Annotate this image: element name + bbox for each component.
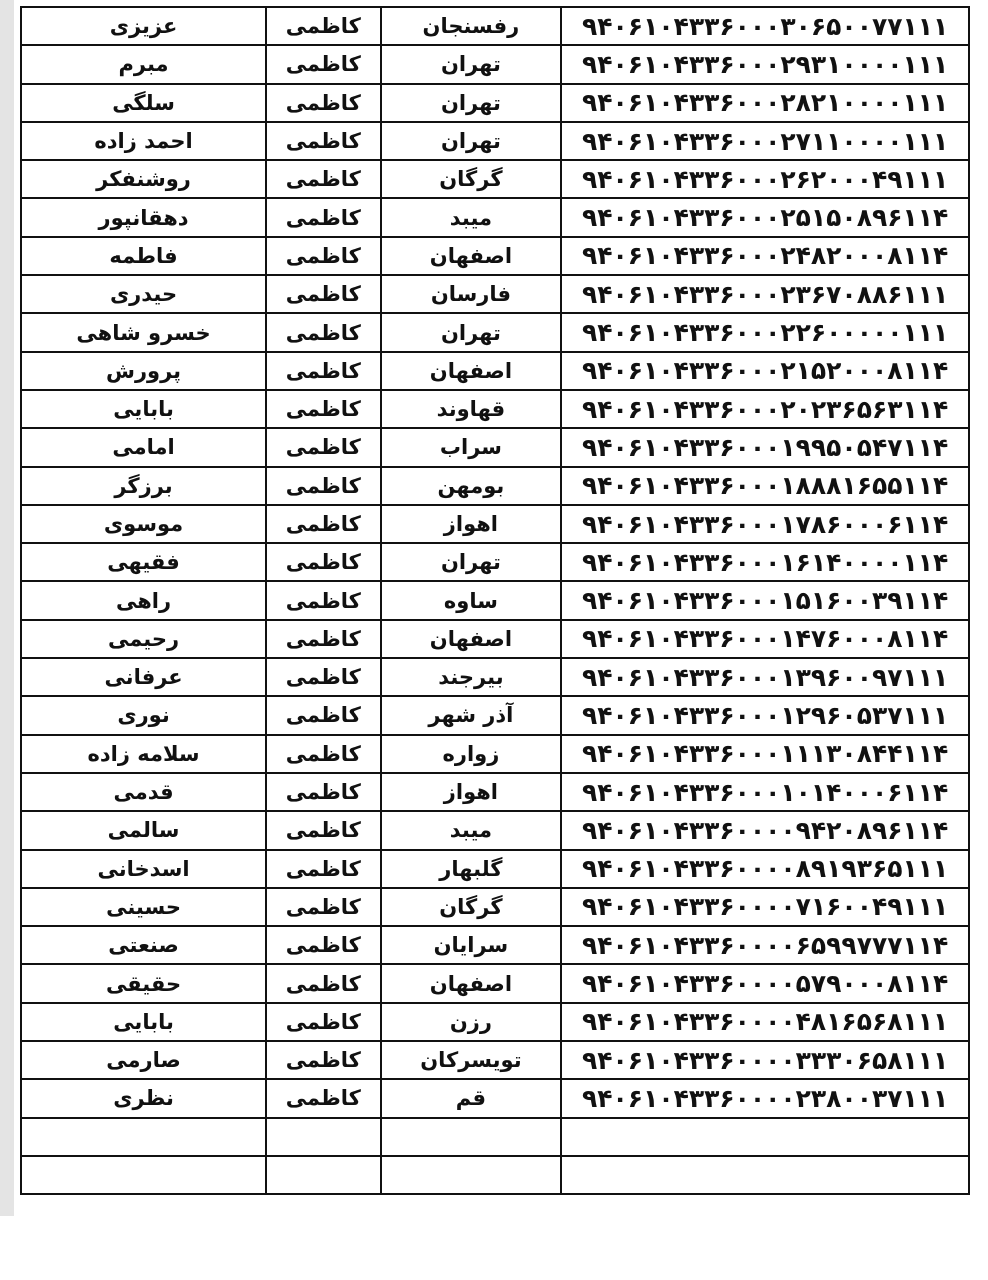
surname-cell: قدمی	[21, 773, 266, 811]
surname-cell: حسینی	[21, 888, 266, 926]
city-cell: گرگان	[381, 160, 562, 198]
table-row	[21, 45, 969, 83]
code-cell: ۹۴۰۶۱۰۴۳۳۶۰۰۰۱۵۱۶۰۰۳۹۱۱۴	[561, 581, 969, 619]
table-row	[21, 850, 969, 888]
city-cell: رزن	[381, 1003, 562, 1041]
name-cell: کاظمی	[266, 1003, 380, 1041]
name-cell: کاظمی	[266, 696, 380, 734]
surname-cell: عرفانی	[21, 658, 266, 696]
code-cell: ۹۴۰۶۱۰۴۳۳۶۰۰۰۱۳۹۶۰۰۹۷۱۱۱	[561, 658, 969, 696]
code-cell: ۹۴۰۶۱۰۴۳۳۶۰۰۰۲۲۶۰۰۰۰۰۱۱۱	[561, 313, 969, 351]
table-row	[21, 313, 969, 351]
name-cell: کاظمی	[266, 122, 380, 160]
empty-cell	[561, 1118, 969, 1156]
name-cell: کاظمی	[266, 467, 380, 505]
table-row	[21, 428, 969, 466]
surname-cell: صارمی	[21, 1041, 266, 1079]
city-cell: قم	[381, 1079, 562, 1117]
surname-cell: بابایی	[21, 390, 266, 428]
name-cell: کاظمی	[266, 390, 380, 428]
code-cell: ۹۴۰۶۱۰۴۳۳۶۰۰۰۱۶۱۴۰۰۰۰۱۱۴	[561, 543, 969, 581]
name-cell: کاظمی	[266, 926, 380, 964]
city-cell: اصفهان	[381, 620, 562, 658]
name-cell: کاظمی	[266, 1041, 380, 1079]
code-cell: ۹۴۰۶۱۰۴۳۳۶۰۰۰۰۷۱۶۰۰۴۹۱۱۱	[561, 888, 969, 926]
table-row	[21, 811, 969, 849]
city-cell: زواره	[381, 735, 562, 773]
table-row	[21, 735, 969, 773]
name-cell: کاظمی	[266, 543, 380, 581]
code-cell: ۹۴۰۶۱۰۴۳۳۶۰۰۰۲۴۸۲۰۰۰۸۱۱۴	[561, 237, 969, 275]
surname-cell: نوری	[21, 696, 266, 734]
empty-cell	[266, 1156, 380, 1194]
surname-cell: روشنفکر	[21, 160, 266, 198]
empty-cell	[381, 1118, 562, 1156]
city-cell: بومهن	[381, 467, 562, 505]
name-cell: کاظمی	[266, 7, 380, 45]
city-cell: تهران	[381, 122, 562, 160]
surname-cell: نظری	[21, 1079, 266, 1117]
code-cell: ۹۴۰۶۱۰۴۳۳۶۰۰۰۱۴۷۶۰۰۰۸۱۱۴	[561, 620, 969, 658]
code-cell: ۹۴۰۶۱۰۴۳۳۶۰۰۰۱۰۱۴۰۰۰۶۱۱۴	[561, 773, 969, 811]
empty-table-row	[21, 1118, 969, 1156]
surname-cell: حقیقی	[21, 964, 266, 1002]
code-cell: ۹۴۰۶۱۰۴۳۳۶۰۰۰۱۱۱۳۰۸۴۴۱۱۴	[561, 735, 969, 773]
city-cell: اهواز	[381, 505, 562, 543]
code-cell: ۹۴۰۶۱۰۴۳۳۶۰۰۰۳۰۶۵۰۰۷۷۱۱۱	[561, 7, 969, 45]
table-row	[21, 84, 969, 122]
code-cell: ۹۴۰۶۱۰۴۳۳۶۰۰۰۰۴۸۱۶۵۶۸۱۱۱	[561, 1003, 969, 1041]
surname-cell: صنعتی	[21, 926, 266, 964]
city-cell: تهران	[381, 313, 562, 351]
code-cell: ۹۴۰۶۱۰۴۳۳۶۰۰۰۰۲۳۸۰۰۳۷۱۱۱	[561, 1079, 969, 1117]
city-cell: اصفهان	[381, 352, 562, 390]
surname-cell: بابایی	[21, 1003, 266, 1041]
city-cell: تهران	[381, 84, 562, 122]
records-table-body	[21, 7, 969, 1194]
city-cell: سراب	[381, 428, 562, 466]
empty-cell	[266, 1118, 380, 1156]
surname-cell: سلگی	[21, 84, 266, 122]
name-cell: کاظمی	[266, 811, 380, 849]
table-row	[21, 7, 969, 45]
name-cell: کاظمی	[266, 773, 380, 811]
code-cell: ۹۴۰۶۱۰۴۳۳۶۰۰۰۲۷۱۱۰۰۰۰۱۱۱	[561, 122, 969, 160]
empty-cell	[381, 1156, 562, 1194]
name-cell: کاظمی	[266, 888, 380, 926]
code-cell: ۹۴۰۶۱۰۴۳۳۶۰۰۰۱۷۸۶۰۰۰۶۱۱۴	[561, 505, 969, 543]
code-cell: ۹۴۰۶۱۰۴۳۳۶۰۰۰۰۸۹۱۹۳۶۵۱۱۱	[561, 850, 969, 888]
table-row	[21, 122, 969, 160]
table-row	[21, 390, 969, 428]
name-cell: کاظمی	[266, 84, 380, 122]
name-cell: کاظمی	[266, 850, 380, 888]
city-cell: میبد	[381, 811, 562, 849]
city-cell: سرایان	[381, 926, 562, 964]
table-row	[21, 696, 969, 734]
code-cell: ۹۴۰۶۱۰۴۳۳۶۰۰۰۱۸۸۸۱۶۵۵۱۱۴	[561, 467, 969, 505]
city-cell: میبد	[381, 198, 562, 236]
surname-cell: سالمی	[21, 811, 266, 849]
name-cell: کاظمی	[266, 620, 380, 658]
empty-table-row	[21, 1156, 969, 1194]
city-cell: فارسان	[381, 275, 562, 313]
table-row	[21, 773, 969, 811]
empty-cell	[561, 1156, 969, 1194]
city-cell: گلبهار	[381, 850, 562, 888]
surname-cell: فقیهی	[21, 543, 266, 581]
name-cell: کاظمی	[266, 352, 380, 390]
city-cell: آذر شهر	[381, 696, 562, 734]
name-cell: کاظمی	[266, 658, 380, 696]
name-cell: کاظمی	[266, 275, 380, 313]
table-row	[21, 1003, 969, 1041]
table-row	[21, 275, 969, 313]
city-cell: اصفهان	[381, 237, 562, 275]
code-cell: ۹۴۰۶۱۰۴۳۳۶۰۰۰۲۰۲۳۶۵۶۳۱۱۴	[561, 390, 969, 428]
table-row	[21, 658, 969, 696]
surname-cell: خسرو شاهی	[21, 313, 266, 351]
city-cell: رفسنجان	[381, 7, 562, 45]
code-cell: ۹۴۰۶۱۰۴۳۳۶۰۰۰۲۱۵۲۰۰۰۸۱۱۴	[561, 352, 969, 390]
city-cell: اهواز	[381, 773, 562, 811]
name-cell: کاظمی	[266, 964, 380, 1002]
city-cell: اصفهان	[381, 964, 562, 1002]
name-cell: کاظمی	[266, 45, 380, 83]
table-row	[21, 926, 969, 964]
code-cell: ۹۴۰۶۱۰۴۳۳۶۰۰۰۰۵۷۹۰۰۰۸۱۱۴	[561, 964, 969, 1002]
city-cell: بیرجند	[381, 658, 562, 696]
name-cell: کاظمی	[266, 237, 380, 275]
empty-cell	[21, 1118, 266, 1156]
table-row	[21, 620, 969, 658]
table-row	[21, 1041, 969, 1079]
table-row	[21, 581, 969, 619]
name-cell: کاظمی	[266, 581, 380, 619]
city-cell: تهران	[381, 45, 562, 83]
table-row	[21, 505, 969, 543]
table-row	[21, 237, 969, 275]
city-cell: ساوه	[381, 581, 562, 619]
records-table-container	[20, 6, 970, 1195]
surname-cell: حیدری	[21, 275, 266, 313]
code-cell: ۹۴۰۶۱۰۴۳۳۶۰۰۰۲۶۲۰۰۰۴۹۱۱۱	[561, 160, 969, 198]
table-row	[21, 543, 969, 581]
surname-cell: امامی	[21, 428, 266, 466]
code-cell: ۹۴۰۶۱۰۴۳۳۶۰۰۰۲۳۶۷۰۸۸۶۱۱۱	[561, 275, 969, 313]
surname-cell: پرورش	[21, 352, 266, 390]
surname-cell: رحیمی	[21, 620, 266, 658]
records-table	[20, 6, 970, 1195]
code-cell: ۹۴۰۶۱۰۴۳۳۶۰۰۰۰۳۳۳۰۶۵۸۱۱۱	[561, 1041, 969, 1079]
surname-cell: برزگر	[21, 467, 266, 505]
code-cell: ۹۴۰۶۱۰۴۳۳۶۰۰۰۲۵۱۵۰۸۹۶۱۱۴	[561, 198, 969, 236]
table-row	[21, 1079, 969, 1117]
page-edge-shadow	[0, 0, 14, 1216]
code-cell: ۹۴۰۶۱۰۴۳۳۶۰۰۰۲۸۲۱۰۰۰۰۱۱۱	[561, 84, 969, 122]
surname-cell: مبرم	[21, 45, 266, 83]
city-cell: تهران	[381, 543, 562, 581]
surname-cell: موسوی	[21, 505, 266, 543]
name-cell: کاظمی	[266, 313, 380, 351]
table-row	[21, 964, 969, 1002]
city-cell: گرگان	[381, 888, 562, 926]
name-cell: کاظمی	[266, 160, 380, 198]
code-cell: ۹۴۰۶۱۰۴۳۳۶۰۰۰۱۹۹۵۰۵۴۷۱۱۴	[561, 428, 969, 466]
surname-cell: سلامه زاده	[21, 735, 266, 773]
table-row	[21, 352, 969, 390]
surname-cell: احمد زاده	[21, 122, 266, 160]
table-row	[21, 888, 969, 926]
code-cell: ۹۴۰۶۱۰۴۳۳۶۰۰۰۱۲۹۶۰۵۳۷۱۱۱	[561, 696, 969, 734]
city-cell: قهاوند	[381, 390, 562, 428]
table-row	[21, 198, 969, 236]
surname-cell: فاطمه	[21, 237, 266, 275]
code-cell: ۹۴۰۶۱۰۴۳۳۶۰۰۰۲۹۳۱۰۰۰۰۱۱۱	[561, 45, 969, 83]
name-cell: کاظمی	[266, 735, 380, 773]
code-cell: ۹۴۰۶۱۰۴۳۳۶۰۰۰۰۶۵۹۹۷۷۷۱۱۴	[561, 926, 969, 964]
name-cell: کاظمی	[266, 505, 380, 543]
surname-cell: دهقانپور	[21, 198, 266, 236]
surname-cell: عزیزی	[21, 7, 266, 45]
name-cell: کاظمی	[266, 198, 380, 236]
surname-cell: راهی	[21, 581, 266, 619]
surname-cell: اسدخانی	[21, 850, 266, 888]
empty-cell	[21, 1156, 266, 1194]
code-cell: ۹۴۰۶۱۰۴۳۳۶۰۰۰۰۹۴۲۰۸۹۶۱۱۴	[561, 811, 969, 849]
table-row	[21, 467, 969, 505]
name-cell: کاظمی	[266, 1079, 380, 1117]
table-row	[21, 160, 969, 198]
name-cell: کاظمی	[266, 428, 380, 466]
city-cell: تویسرکان	[381, 1041, 562, 1079]
